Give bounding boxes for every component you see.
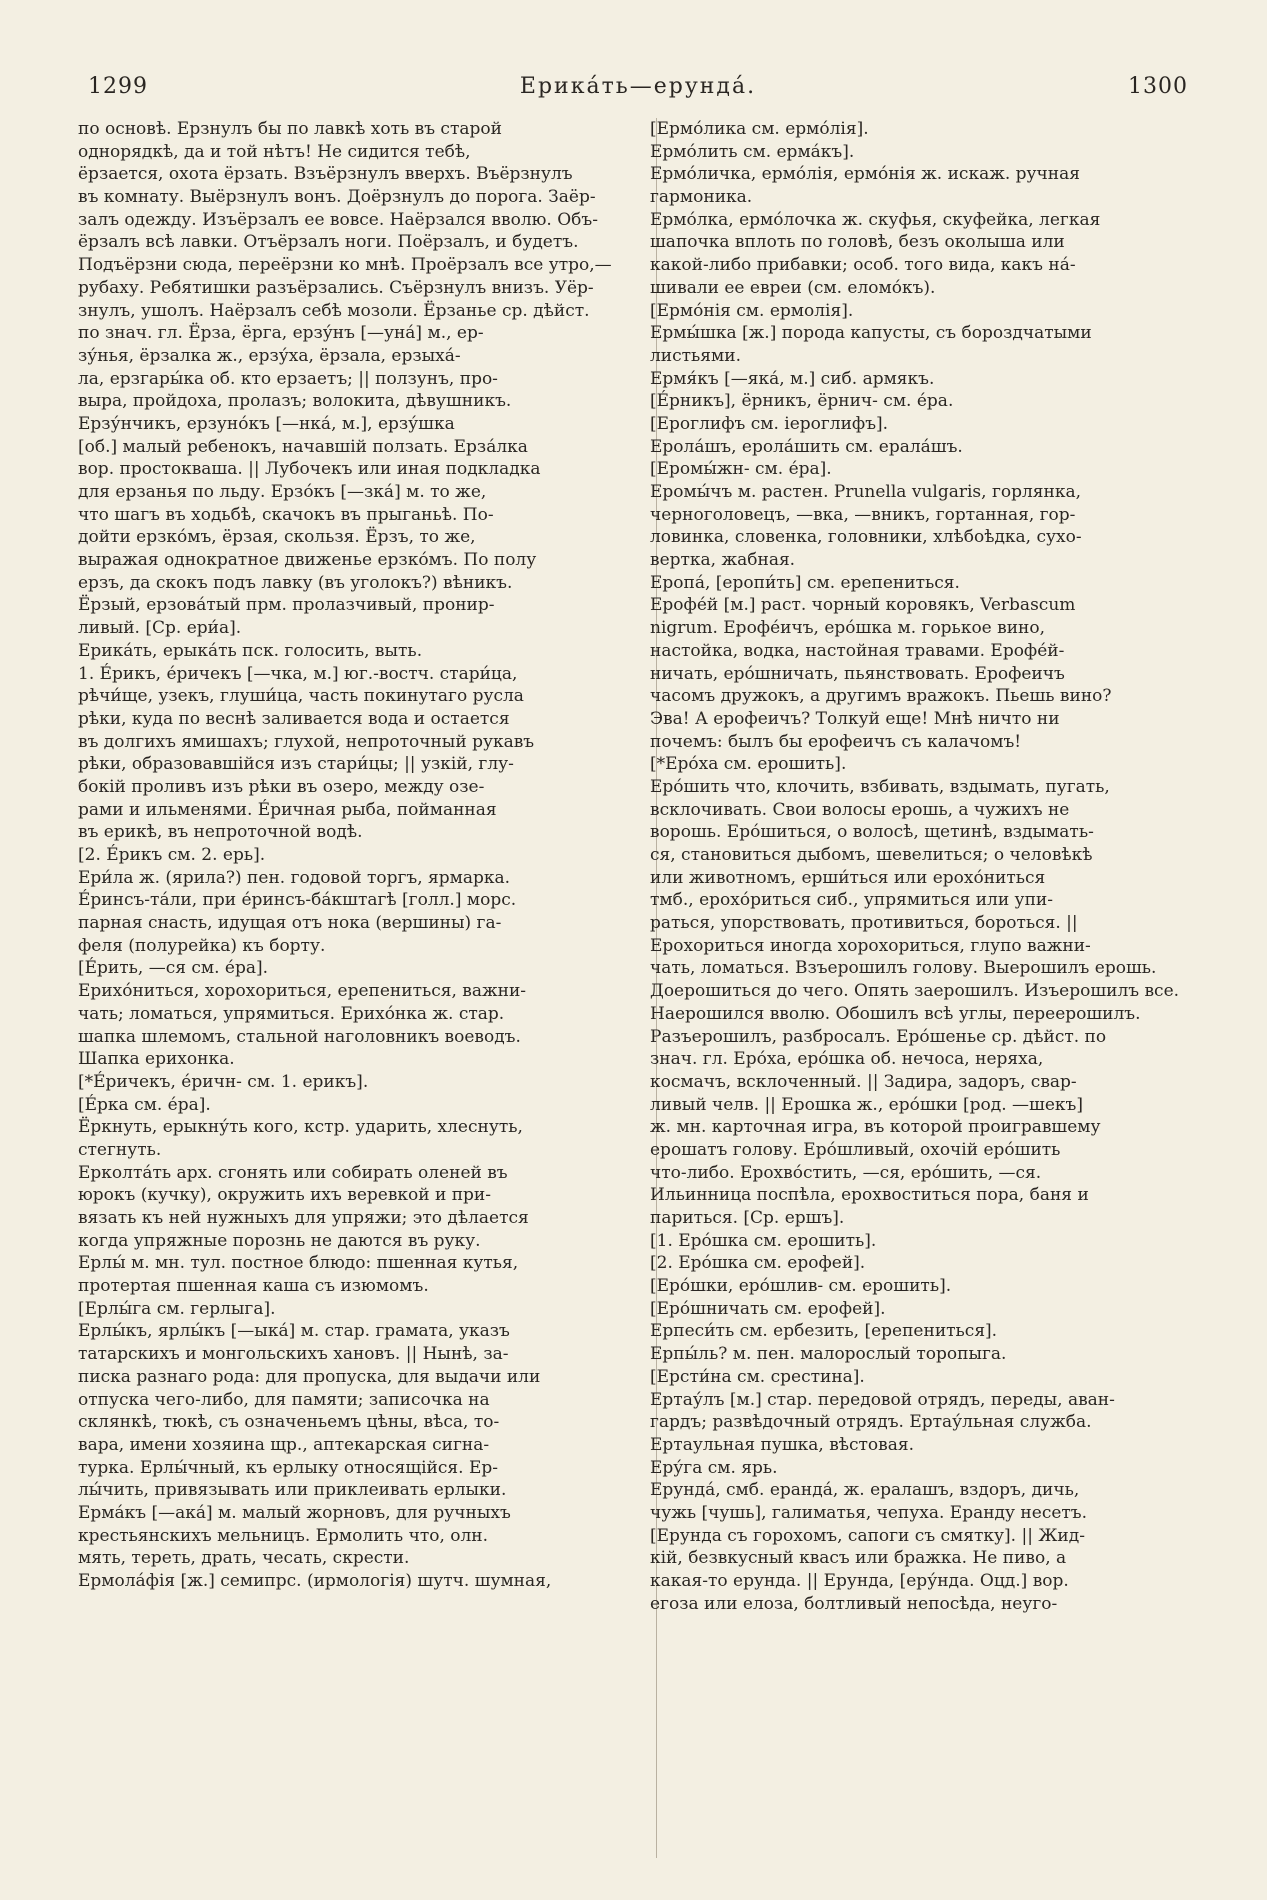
text-line: егоза или елоза, болтливый непосѣда, неуго-	[650, 1593, 1058, 1614]
text-line: Еропа́, [еропи́ть] см. ерепениться.	[650, 572, 960, 593]
text-line: Ерзу́нчикъ, ерзуно́къ [—нка́, м.], ерзу́шка	[78, 413, 455, 434]
text-line: Ерохориться иногда хорохориться, глупо важни-	[650, 935, 1091, 956]
page-number-right: 1300	[1128, 74, 1188, 99]
text-line: Ерлы́къ, ярлы́къ [—ыка́] м. стар. грамата, указъ	[78, 1321, 510, 1342]
text-line: кій, безвкусный квасъ или бражка. Не пиво, а	[650, 1548, 1067, 1569]
text-line: ся, становиться дыбомъ, шевелиться; о человѣкѣ	[650, 845, 1093, 865]
text-line: Еромы́чъ м. растен. Prunella vulgaris, горлянка,	[650, 482, 1081, 502]
text-line: Ерофе́й [м.] раст. чорный коровякъ, Verbascum	[650, 595, 1076, 616]
text-line: [Ероглифъ см. іероглифъ].	[650, 413, 889, 434]
text-line: 1. Е́рикъ, е́ричекъ [—чка, м.] юг.-востч. стари́ца,	[78, 663, 518, 684]
text-line: Ермо́лить см. ерма́къ].	[650, 141, 855, 162]
text-line: въ ерикѣ, въ непроточной водѣ.	[78, 822, 363, 843]
text-line: для ерзанья по льду. Ерзо́къ [—зка́] м. то же,	[78, 482, 487, 502]
text-line: рѣки, куда по веснѣ заливается вода и остается	[78, 708, 510, 729]
text-line: ёрзается, охота ёрзать. Взъёрзнулъ вверхъ. Въёрзнулъ	[78, 164, 573, 185]
text-line: [Еро́шничать см. ерофей].	[650, 1298, 886, 1319]
running-title: Ерика́ть—ерунда́.	[519, 74, 757, 99]
text-line: рѣки, образовавшійся изъ стари́цы; || узкій, глу-	[78, 754, 514, 775]
text-line: Шапка ерихонка.	[78, 1049, 235, 1070]
text-line: гардъ; развѣдочный отрядъ. Ертау́льная служба.	[650, 1412, 1092, 1433]
text-line: знулъ, ушолъ. Наёрзалъ себѣ мозоли. Ёрзанье ср. дѣйст.	[78, 300, 590, 321]
text-line: залъ одежду. Изъёрзалъ ее вовсе. Наёрзался вволю. Объ-	[78, 209, 598, 230]
text-line: лы́чить, привязывать или приклеивать ерлыки.	[78, 1480, 507, 1501]
text-line: Наерошился вволю. Обошилъ всѣ углы, переерошилъ.	[650, 1003, 1141, 1024]
text-line: Еро́шить что, клочить, взбивать, вздымать, пугать,	[650, 776, 1110, 797]
text-line: ворошь. Еро́шиться, о волосѣ, щетинѣ, вздымать-	[650, 822, 1094, 843]
text-line: [Е́рникъ], ёрникъ, ёрнич- см. е́ра.	[650, 391, 954, 412]
text-line: отпуска чего-либо, для памяти; записочка на	[78, 1389, 490, 1410]
text-line: вор. простокваша. || Лубочекъ или иная подкладка	[78, 459, 541, 480]
text-line: ла, ерзгары́ка об. кто ерзаетъ; || ползунъ, про-	[78, 368, 498, 389]
text-line: [*Е́ричекъ, е́ричн- см. 1. ерикъ].	[78, 1071, 369, 1092]
text-line: юрокъ (кучку), окружить ихъ веревкой и при-	[78, 1185, 492, 1206]
text-line: [Ермо́нія см. ермолія].	[650, 300, 854, 321]
text-line: чужь [чушь], галиматья, чепуха. Еранду несетъ.	[650, 1502, 1088, 1523]
text-line: ничать, еро́шничать, пьянствовать. Ерофеичъ	[650, 663, 1065, 684]
text-line: космачъ, всклоченный. || Задира, задоръ, свар-	[650, 1071, 1077, 1092]
text-line: крестьянскихъ мельницъ. Ермолить что, олн.	[78, 1525, 489, 1546]
text-line: склянкѣ, тюкѣ, съ означеньемъ цѣны, вѣса, то-	[78, 1412, 500, 1433]
text-line: настойка, водка, настойная травами. Ерофе́й-	[650, 640, 1065, 661]
text-line: почемъ: былъ бы ерофеичъ съ калачомъ!	[650, 731, 1022, 752]
text-line: nigrum. Ерофе́ичъ, еро́шка м. горькое вино,	[650, 618, 1046, 639]
text-line: ерзъ, да скокъ подъ лавку (въ уголокъ?) вѣникъ.	[78, 572, 513, 593]
text-line: феля (полурейка) къ борту.	[78, 935, 326, 956]
text-line: бокій проливъ изъ рѣки въ озеро, между озе-	[78, 776, 485, 797]
text-line: [2. Еро́шка см. ерофей].	[650, 1253, 866, 1274]
text-line: вара, имени хозяина щр., аптекарская сигна-	[78, 1434, 490, 1455]
text-line: Ермо́лка, ермо́лочка ж. скуфья, скуфейка, легкая	[650, 209, 1101, 230]
text-line: всклочивать. Свои волосы ерошь, а чужихъ не	[650, 799, 1070, 820]
text-line: Разъерошилъ, разбросалъ. Еро́шенье ср. дѣйст. по	[650, 1026, 1107, 1047]
text-line: что шагъ въ ходьбѣ, скачокъ въ прыганьѣ. По-	[78, 504, 494, 525]
text-line: Ермола́фія [ж.] семипрс. (ирмологія) шутч. шумная,	[78, 1571, 552, 1591]
text-line: или животномъ, ерши́ться или ерохо́ниться	[650, 867, 1046, 888]
text-line: Ерпеси́ть см. ербезить, [ерепениться].	[650, 1321, 998, 1342]
text-line: Ерика́ть, ерыка́ть пск. голосить, выть.	[78, 640, 423, 661]
text-line: вертка, жабная.	[650, 550, 796, 571]
text-line: гармоника.	[650, 187, 753, 208]
text-line: ёрзалъ всѣ лавки. Отъёрзалъ ноги. Поёрзалъ, и будетъ.	[78, 232, 579, 253]
text-line: шапочка вплоть по головѣ, безъ околыша или	[650, 232, 1065, 253]
text-line: Ери́ла ж. (ярила?) пен. годовой торгъ, ярмарка.	[78, 867, 511, 888]
text-line: Ильинница поспѣла, ерохвоститься пора, баня и	[650, 1185, 1089, 1206]
text-line: зу́нья, ёрзалка ж., ерзу́ха, ёрзала, ерзыха́-	[78, 345, 461, 366]
text-line: турка. Ерлы́чный, къ ерлыку относящійся. Ер-	[78, 1457, 498, 1478]
text-line: Ермя́къ [—яка́, м.] сиб. армякъ.	[650, 368, 935, 389]
text-line: ливый. [Ср. ери́а].	[78, 618, 242, 639]
text-line: [Е́рка см. е́ра].	[78, 1094, 211, 1115]
text-line: рубаху. Ребятишки разъёрзались. Съёрзнулъ внизъ. Уёр-	[78, 277, 594, 298]
text-line: Ерма́къ [—ака́] м. малый жорновъ, для ручныхъ	[78, 1502, 511, 1523]
text-line: Ерунда́, смб. еранда́, ж. ералашъ, вздоръ, дичь,	[650, 1480, 1080, 1501]
text-line: выражая однократное движенье ерзко́мъ. По полу	[78, 550, 537, 571]
text-line: выра, пройдоха, пролазъ; волокита, дѣвушникъ.	[78, 391, 512, 412]
text-line: Доерошиться до чего. Опять заерошилъ. Изъерошилъ все.	[650, 981, 1180, 1002]
text-line: Ерлы́ м. мн. тул. постное блюдо: пшенная кутья,	[78, 1253, 519, 1274]
text-line: черноголовецъ, —вка, —вникъ, гортанная, гор-	[650, 504, 1076, 525]
text-line: Е́ринсъ-та́ли, при е́ринсъ-ба́кштагѣ [голл.] морс.	[78, 890, 517, 911]
text-line: вязать къ ней нужныхъ для упряжи; это дѣлается	[78, 1208, 529, 1228]
text-line: стегнуть.	[78, 1139, 162, 1160]
text-line: [об.] малый ребенокъ, начавшій ползать. Ерза́лка	[78, 436, 528, 457]
text-line: ловинка, словенка, головники, хлѣбоѣдка, сухо-	[650, 527, 1082, 548]
text-line: Ертаульная пушка, вѣстовая.	[650, 1434, 915, 1455]
text-line: Ермы́шка [ж.] порода капусты, съ бороздчатыми	[650, 323, 1092, 344]
text-line: париться. [Ср. ершъ].	[650, 1208, 845, 1228]
text-line: татарскихъ и монгольскихъ хановъ. || Нынѣ, за-	[78, 1344, 509, 1365]
text-line: что-либо. Ерохво́стить, —ся, еро́шить, —ся.	[650, 1162, 1042, 1183]
text-line: знач. гл. Еро́ха, еро́шка об. нечоса, неряха,	[650, 1049, 1044, 1070]
text-line: по знач. гл. Ёрза, ёрга, ерзу́нъ [—уна́] м., ер-	[78, 323, 484, 344]
running-head	[88, 74, 1188, 104]
text-line: рѣчи́ще, узекъ, глуши́ца, часть покинутаго русла	[78, 686, 524, 707]
page-number-left: 1299	[88, 74, 148, 99]
text-line: когда упряжные порознь не даются въ руку.	[78, 1230, 481, 1251]
text-line: рами и ильменями. Е́ричная рыба, пойманная	[78, 799, 497, 820]
text-line: Ертау́лъ [м.] стар. передовой отрядъ, переды, аван-	[650, 1389, 1115, 1410]
text-line: Ерола́шъ, ерола́шить см. ерала́шъ.	[650, 436, 963, 457]
text-line: Ёркнуть, ерыкну́ть кого, кстр. ударить, хлеснуть,	[78, 1117, 523, 1138]
text-line: [Ерунда съ горохомъ, сапоги съ смятку]. || Жид-	[650, 1525, 1085, 1546]
text-line: часомъ дружокъ, а другимъ вражокъ. Пьешь вино?	[650, 686, 1112, 707]
text-line: чать; ломаться, упрямиться. Ерихо́нка ж. стар.	[78, 1003, 505, 1024]
text-line: шивали ее евреи (см. еломо́къ).	[650, 277, 936, 298]
text-line: какой-либо прибавки; особ. того вида, какъ на́-	[650, 255, 1076, 276]
text-line: въ комнату. Выёрзнулъ вонъ. Доёрзнулъ до порога. Заёр-	[78, 187, 596, 208]
text-line: Ермо́личка, ермо́лія, ермо́нія ж. искаж. ручная	[650, 164, 1080, 185]
text-line: [1. Еро́шка см. ерошить].	[650, 1230, 877, 1251]
text-line: тмб., ерохо́риться сиб., упрямиться или упи-	[650, 890, 1053, 911]
text-line: чать, ломаться. Взъерошилъ голову. Выерошилъ ерошь.	[650, 958, 1157, 979]
text-line: раться, упорствовать, противиться, бороться. ||	[650, 913, 1078, 934]
text-line: [Еро́шки, еро́шлив- см. ерошить].	[650, 1276, 952, 1297]
text-line: [Ерсти́на см. срестина].	[650, 1366, 865, 1387]
text-line: ерошатъ голову. Еро́шливый, охочій еро́шить	[650, 1139, 1061, 1160]
text-line: ж. мн. карточная игра, въ которой проигравшему	[650, 1117, 1101, 1138]
text-line: Ерпы́ль? м. пен. малорослый торопыга.	[650, 1344, 1007, 1365]
text-line: писка разнаго рода: для пропуска, для выдачи или	[78, 1366, 541, 1387]
left-column	[78, 118, 638, 1593]
text-line: [Ерлы́га см. герлыга].	[78, 1298, 276, 1319]
text-line: дойти ерзко́мъ, ёрзая, скользя. Ёрзъ, то же,	[78, 527, 476, 548]
text-line: листьями.	[650, 345, 741, 366]
text-line: шапка шлемомъ, стальной наголовникъ воеводъ.	[78, 1026, 521, 1047]
text-line: ливый челв. || Ерошка ж., еро́шки [род. —шекъ]	[650, 1094, 1083, 1115]
text-line: протертая пшенная каша съ изюмомъ.	[78, 1276, 429, 1297]
text-line: въ долгихъ ямишахъ; глухой, непроточный рукавъ	[78, 731, 535, 752]
text-line: [Ермо́лика см. ермо́лія].	[650, 119, 869, 139]
text-line: Еру́га см. ярь.	[650, 1457, 778, 1478]
text-line: по основѣ. Ерзнулъ бы по лавкѣ хоть въ старой	[78, 119, 502, 139]
text-line: [*Еро́ха см. ерошить].	[650, 754, 847, 775]
text-line: однорядкѣ, да и той нѣтъ! Не сидится тебѣ,	[78, 141, 471, 162]
text-line: парная снасть, идущая отъ нока (вершины) га-	[78, 913, 502, 934]
text-line: [2. Е́рикъ см. 2. ерь].	[78, 845, 266, 865]
text-line: Подъёрзни сюда, переёрзни ко мнѣ. Проёрзалъ все утро,—	[78, 255, 612, 276]
text-line: [Еромы́жн- см. е́ра].	[650, 459, 832, 480]
text-line: Ерихо́ниться, хорохориться, ерепениться, важни-	[78, 981, 527, 1002]
text-line: мять, тереть, драть, чесать, скрести.	[78, 1548, 410, 1569]
text-line: какая-то ерунда. || Ерунда, [еру́нда. Оцд.] вор.	[650, 1571, 1069, 1591]
text-line: Ёрзый, ерзова́тый прм. пролазчивый, пронир-	[78, 595, 495, 616]
right-column	[650, 118, 1206, 1615]
text-line: Ерколта́ть арх. сгонять или собирать оленей въ	[78, 1162, 508, 1183]
text-line: Эва! А ерофеичъ? Толкуй еще! Мнѣ ничто ни	[650, 708, 1060, 729]
text-line: [Е́рить, —ся см. е́ра].	[78, 958, 269, 979]
